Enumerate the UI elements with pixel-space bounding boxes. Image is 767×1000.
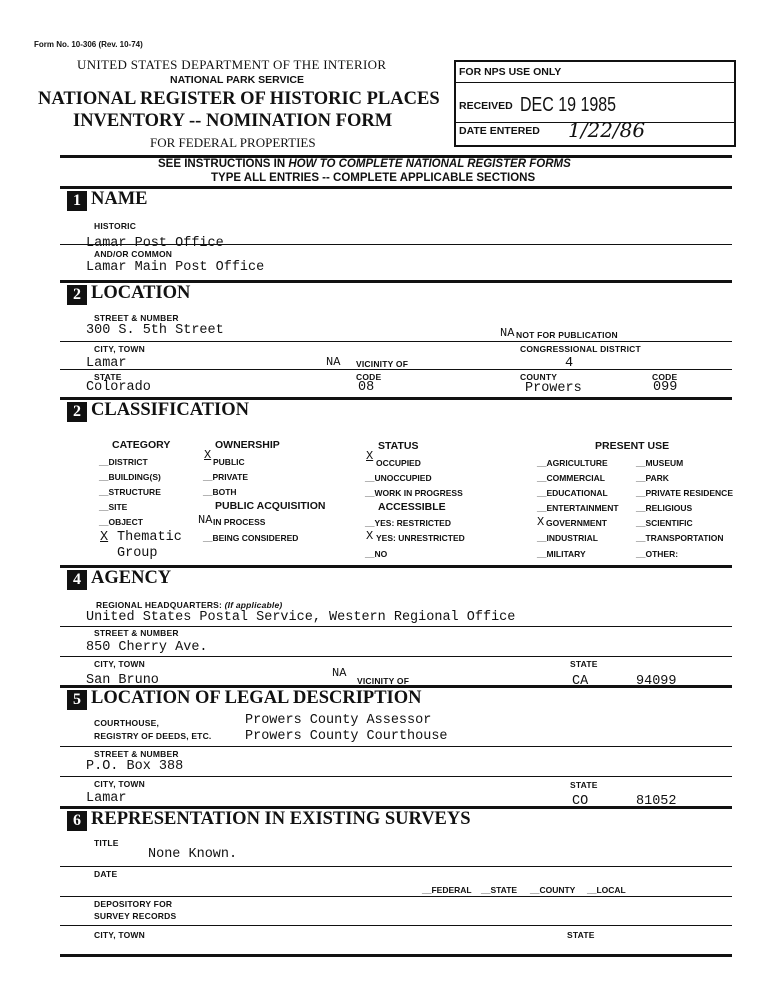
- county-code-value[interactable]: 099: [653, 380, 678, 395]
- category-heading: CATEGORY: [112, 439, 171, 451]
- legal-street-value[interactable]: P.O. Box 388: [86, 759, 184, 774]
- registry-label: REGISTRY OF DEEDS, ETC.: [94, 731, 212, 741]
- depository-label-2: SURVEY RECORDS: [94, 911, 177, 921]
- status-occupied[interactable]: OCCUPIED: [376, 458, 421, 468]
- city-value[interactable]: Lamar: [86, 356, 127, 371]
- street-label: STREET & NUMBER: [94, 313, 179, 323]
- accessible-unrestricted[interactable]: YES: UNRESTRICTED: [376, 533, 465, 543]
- government-mark[interactable]: X: [537, 515, 545, 529]
- form-number: Form No. 10-306 (Rev. 10-74): [34, 40, 143, 49]
- survey-state[interactable]: __STATE: [481, 885, 518, 895]
- present-use-heading: PRESENT USE: [595, 440, 670, 452]
- category-structure[interactable]: __STRUCTURE: [99, 487, 161, 497]
- acquisition-being-considered[interactable]: __BEING CONSIDERED: [203, 533, 299, 543]
- state-value[interactable]: Colorado: [86, 380, 151, 395]
- section-1-title: NAME: [91, 189, 148, 209]
- agency-street-label: STREET & NUMBER: [94, 628, 179, 638]
- street-value[interactable]: 300 S. 5th Street: [86, 323, 224, 338]
- category-group-text: Group: [117, 546, 158, 561]
- category-buildings[interactable]: __BUILDING(S): [99, 472, 161, 482]
- vicinity-label: VICINITY OF: [356, 359, 409, 369]
- public-mark[interactable]: X: [204, 448, 212, 462]
- legal-state-value[interactable]: CO: [572, 794, 589, 809]
- use-park[interactable]: __PARK: [636, 473, 669, 483]
- survey-state-label: STATE: [567, 930, 595, 940]
- legal-city-label: CITY, TOWN: [94, 779, 145, 789]
- section-3-title: CLASSIFICATION: [91, 400, 249, 420]
- regional-hq-value[interactable]: United States Postal Service, Western Regional Office: [86, 610, 516, 625]
- section-2-title: LOCATION: [91, 283, 191, 303]
- category-object[interactable]: __OBJECT: [99, 517, 143, 527]
- ownership-heading: OWNERSHIP: [215, 439, 280, 451]
- use-other[interactable]: __OTHER:: [636, 549, 679, 559]
- acquisition-in-process[interactable]: IN PROCESS: [213, 517, 266, 527]
- use-scientific[interactable]: __SCIENTIFIC: [636, 518, 693, 528]
- use-military[interactable]: __MILITARY: [537, 549, 586, 559]
- section-6-title: REPRESENTATION IN EXISTING SURVEYS: [91, 809, 471, 829]
- section-3-number: 2: [67, 402, 87, 422]
- accessible-heading: ACCESSIBLE: [378, 501, 446, 513]
- depository-label-1: DEPOSITORY FOR: [94, 899, 173, 909]
- section-5-title: LOCATION OF LEGAL DESCRIPTION: [91, 688, 422, 708]
- section-1-number: 1: [67, 191, 87, 211]
- accessible-restricted[interactable]: __YES: RESTRICTED: [365, 518, 451, 528]
- nps-use-only-box: [454, 60, 736, 147]
- legal-city-value[interactable]: Lamar: [86, 791, 127, 806]
- nps-box-title: FOR NPS USE ONLY: [459, 66, 562, 78]
- ownership-private[interactable]: __PRIVATE: [203, 472, 249, 482]
- legal-street-label: STREET & NUMBER: [94, 749, 179, 759]
- use-agriculture[interactable]: __AGRICULTURE: [537, 458, 608, 468]
- state-code-label: CODE: [356, 372, 382, 382]
- agency-state-label: STATE: [570, 659, 598, 669]
- historic-name[interactable]: Lamar Post Office: [86, 236, 224, 251]
- county-code-label: CODE: [652, 372, 678, 382]
- courthouse-value-2[interactable]: Prowers County Courthouse: [245, 729, 448, 744]
- occupied-mark[interactable]: X: [366, 449, 374, 463]
- use-museum[interactable]: __MUSEUM: [636, 458, 684, 468]
- city-label: CITY, TOWN: [94, 344, 145, 354]
- service-name: NATIONAL PARK SERVICE: [170, 74, 304, 86]
- section-4-number: 4: [67, 570, 87, 590]
- agency-street-value[interactable]: 850 Cherry Ave.: [86, 640, 208, 655]
- in-process-mark[interactable]: NA: [198, 513, 213, 527]
- section-4-title: AGENCY: [91, 568, 172, 588]
- congressional-district-value[interactable]: 4: [565, 356, 574, 371]
- courthouse-label: COURTHOUSE,: [94, 718, 160, 728]
- form-title-line1: NATIONAL REGISTER OF HISTORIC PLACES: [38, 89, 440, 109]
- courthouse-value-1[interactable]: Prowers County Assessor: [245, 713, 432, 728]
- ownership-public[interactable]: PUBLIC: [213, 457, 245, 467]
- section-2-number: 2: [67, 285, 87, 305]
- use-private-residence[interactable]: __PRIVATE RESIDENCE: [636, 488, 733, 498]
- use-government[interactable]: GOVERNMENT: [546, 518, 607, 528]
- survey-city-label: CITY, TOWN: [94, 930, 145, 940]
- date-entered-label: DATE ENTERED: [459, 125, 540, 137]
- received-label: RECEIVED: [459, 100, 513, 112]
- survey-title-label: TITLE: [94, 838, 119, 848]
- use-commercial[interactable]: __COMMERCIAL: [537, 473, 606, 483]
- use-educational[interactable]: __EDUCATIONAL: [537, 488, 608, 498]
- use-religious[interactable]: __RELIGIOUS: [636, 503, 693, 513]
- survey-date-label: DATE: [94, 869, 118, 879]
- agency-vicinity-label: VICINITY OF: [357, 676, 410, 686]
- regional-hq-label: REGIONAL HEADQUARTERS: (If applicable): [96, 600, 283, 610]
- category-thematic-text: Thematic: [117, 530, 182, 545]
- congressional-district-label: CONGRESSIONAL DISTRICT: [520, 344, 641, 354]
- agency-zip-value[interactable]: 94099: [636, 674, 677, 689]
- county-label: COUNTY: [520, 372, 558, 382]
- section-5-number: 5: [67, 690, 87, 710]
- historic-label: HISTORIC: [94, 221, 137, 231]
- agency-city-value[interactable]: San Bruno: [86, 673, 159, 688]
- agency-city-label: CITY, TOWN: [94, 659, 145, 669]
- instructions-line1: SEE INSTRUCTIONS IN HOW TO COMPLETE NATIONAL REGISTER FORMS: [158, 158, 571, 170]
- form-subtitle: FOR FEDERAL PROPERTIES: [150, 135, 316, 150]
- not-for-publication-mark[interactable]: NA: [500, 326, 515, 340]
- category-site[interactable]: __SITE: [99, 502, 128, 512]
- section-6-number: 6: [67, 811, 87, 831]
- department-name: UNITED STATES DEPARTMENT OF THE INTERIOR: [77, 57, 387, 72]
- status-unoccupied[interactable]: __UNOCCUPIED: [365, 473, 432, 483]
- category-district[interactable]: __DISTRICT: [99, 457, 148, 467]
- accessible-no[interactable]: __NO: [365, 549, 388, 559]
- survey-title-value[interactable]: None Known.: [148, 847, 238, 862]
- use-entertainment[interactable]: __ENTERTAINMENT: [537, 503, 619, 513]
- status-work-in-progress[interactable]: __WORK IN PROGRESS: [365, 488, 463, 498]
- category-thematic-mark[interactable]: X: [100, 530, 109, 545]
- state-label: STATE: [94, 372, 122, 382]
- survey-local[interactable]: __LOCAL: [587, 885, 626, 895]
- legal-state-label: STATE: [570, 780, 598, 790]
- state-code-value[interactable]: 08: [358, 380, 375, 395]
- date-entered-handwritten: 1/22/86: [568, 118, 646, 142]
- public-acquisition-heading: PUBLIC ACQUISITION: [215, 500, 326, 512]
- vicinity-mark[interactable]: NA: [326, 355, 341, 369]
- use-transportation[interactable]: __TRANSPORTATION: [636, 533, 724, 543]
- status-heading: STATUS: [378, 440, 419, 452]
- agency-vicinity-mark[interactable]: NA: [332, 666, 347, 680]
- county-value[interactable]: Prowers: [525, 381, 582, 396]
- unrestricted-mark[interactable]: X: [366, 529, 374, 543]
- agency-state-value[interactable]: CA: [572, 674, 589, 689]
- received-stamp: DEC 19 1985: [520, 94, 617, 116]
- survey-federal[interactable]: __FEDERAL: [422, 885, 472, 895]
- ownership-both[interactable]: __BOTH: [203, 487, 237, 497]
- instructions-line2: TYPE ALL ENTRIES -- COMPLETE APPLICABLE SECTIONS: [211, 172, 536, 184]
- form-title-line2: INVENTORY -- NOMINATION FORM: [73, 111, 393, 131]
- legal-zip-value[interactable]: 81052: [636, 794, 677, 809]
- common-name[interactable]: Lamar Main Post Office: [86, 260, 265, 275]
- use-industrial[interactable]: __INDUSTRIAL: [537, 533, 598, 543]
- not-for-publication-label: NOT FOR PUBLICATION: [516, 330, 618, 340]
- common-name-label: AND/OR COMMON: [94, 249, 173, 259]
- survey-county[interactable]: __COUNTY: [530, 885, 576, 895]
